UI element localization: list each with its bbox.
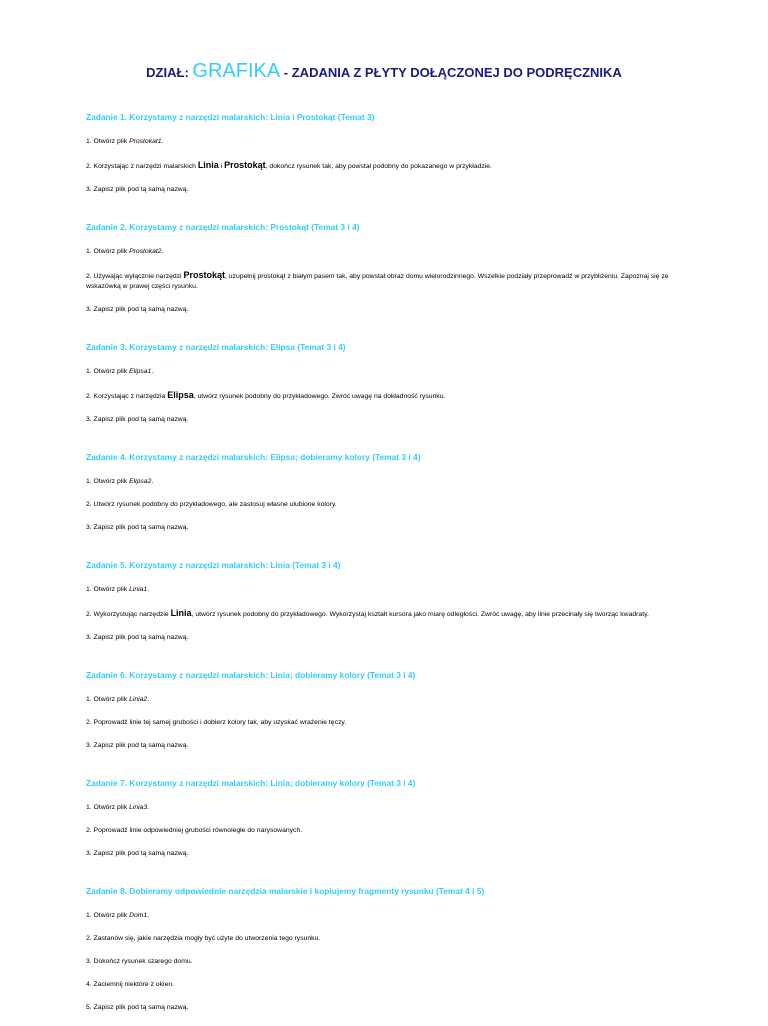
task-step: 2. Wykorzystując narzędzie Linia, utwórz rysunek podobny do przykładowego. Wykorzystaj kształt kursora jako miarę odległości. Zwróć uwagę, aby linie przecinały się tworząc kwadraty. bbox=[86, 608, 649, 618]
task-step: 2. Poprowadź linie tej samej grubości i dobierz kolory tak, aby uzyskać wrażenie tęczy. bbox=[86, 719, 347, 726]
task-step: 3. Zapisz plik pod tą samą nazwą. bbox=[86, 742, 189, 749]
task-step: 2. Zastanów się, jakie narzędzia mogły być użyte do utworzenia tego rysunku. bbox=[86, 935, 321, 942]
tool-name: Elipsa bbox=[167, 390, 194, 400]
tool-name: Linia bbox=[170, 608, 192, 618]
task-1 bbox=[86, 112, 696, 195]
task-title: Zadanie 6. Korzystamy z narzędzi malarskich: Linia; dobieramy kolory (Temat 3 i 4) bbox=[86, 670, 416, 680]
task-step: 2. Utwórz rysunek podobny do przykładowego, ale zastosuj własne ulubione kolory. bbox=[86, 501, 337, 508]
task-title: Zadanie 4. Korzystamy z narzędzi malarskich: Elipsa; dobieramy kolory (Temat 3 i 4) bbox=[86, 452, 421, 462]
task-list bbox=[86, 112, 696, 1026]
task-title: Zadanie 3. Korzystamy z narzędzi malarskich: Elipsa (Temat 3 i 4) bbox=[86, 342, 346, 352]
task-step: 1. Otwórz plik Elipsa1. bbox=[86, 368, 154, 375]
file-name: Prostokat1 bbox=[129, 138, 162, 145]
task-step: 1. Otwórz plik Linia2. bbox=[86, 696, 150, 703]
page-title-highlight: GRAFIKA bbox=[192, 60, 281, 82]
task-step: 3. Zapisz plik pod tą samą nazwą. bbox=[86, 850, 189, 857]
task-step: 1. Otwórz plik Prostokat1. bbox=[86, 138, 164, 145]
task-6 bbox=[86, 670, 696, 751]
task-title: Zadanie 7. Korzystamy z narzędzi malarskich: Linia; dobieramy kolory (Temat 3 i 4) bbox=[86, 778, 416, 788]
task-step: 3. Zapisz plik pod tą samą nazwą. bbox=[86, 634, 189, 641]
task-step: 4. Zaciemnij niektóre z okien. bbox=[86, 981, 175, 988]
tool-name: Prostokąt bbox=[224, 160, 266, 170]
tool-name: Prostokąt bbox=[183, 270, 225, 280]
task-step: 3. Zapisz plik pod tą samą nazwą. bbox=[86, 416, 189, 423]
task-step: 1. Otwórz plik Elipsa2. bbox=[86, 478, 154, 485]
file-name: Linia1 bbox=[129, 586, 148, 593]
task-step: 3. Zapisz plik pod tą samą nazwą. bbox=[86, 306, 189, 313]
file-name: Elipsa2 bbox=[129, 478, 152, 485]
task-title: Zadanie 5. Korzystamy z narzędzi malarskich: Linia (Temat 3 i 4) bbox=[86, 560, 341, 570]
task-step: 3. Zapisz plik pod tą samą nazwą. bbox=[86, 186, 189, 193]
task-title: Zadanie 8. Dobieramy odpowiednie narzędzia malarskie i kopiujemy fragmenty rysunku (Temat 4 i 5) bbox=[86, 886, 485, 896]
file-name: Dom1 bbox=[129, 912, 148, 919]
page-title bbox=[0, 60, 768, 83]
task-2 bbox=[86, 222, 696, 315]
task-step: 2. Korzystając z narzędzi malarskich Linia i Prostokąt, dokończ rysunek tak, aby powstał podobny do pokazanego w przykładzie. bbox=[86, 160, 492, 170]
task-step: 1. Otwórz plik Linia3. bbox=[86, 804, 150, 811]
file-name: Linia2 bbox=[129, 696, 148, 703]
task-title: Zadanie 2. Korzystamy z narzędzi malarskich: Prostokąt (Temat 3 i 4) bbox=[86, 222, 360, 232]
task-step: 2. Korzystając z narzędzia Elipsa, utwórz rysunek podobny do przykładowego. Zwróć uwagę na dokładność rysunku. bbox=[86, 390, 446, 400]
file-name: Prostokat2 bbox=[129, 248, 162, 255]
task-step: 3. Zapisz plik pod tą samą nazwą. bbox=[86, 524, 189, 531]
task-step: 2. Poprowadź linie odpowiedniej grubości równoległe do narysowanych. bbox=[86, 827, 303, 834]
file-name: Elipsa1 bbox=[129, 368, 152, 375]
page-title-prefix: DZIAŁ: bbox=[146, 65, 193, 80]
page-title-suffix: - ZADANIA Z PŁYTY DOŁĄCZONEJ DO PODRĘCZNIKA bbox=[280, 65, 622, 80]
task-3 bbox=[86, 342, 696, 425]
task-step: 1. Otwórz plik Prostokat2. bbox=[86, 248, 164, 255]
tool-name: Linia bbox=[197, 160, 219, 170]
task-step: 2. Używając wyłącznie narzędzi Prostokąt, uzupełnij prostokąt z białym pasem tak, aby powstał obraz domu wielorodzinnego. Wszelkie podziały przeprowadź w przybliżeniu. Zapoznaj się ze wskazówką w prawej części rysunku. bbox=[86, 270, 669, 290]
task-step: 3. Dokończ rysunek szarego domu. bbox=[86, 958, 193, 965]
task-title: Zadanie 1. Korzystamy z narzędzi malarskich: Linia i Prostokąt (Temat 3) bbox=[86, 112, 375, 122]
task-5 bbox=[86, 560, 696, 643]
task-4 bbox=[86, 452, 696, 533]
task-7 bbox=[86, 778, 696, 859]
file-name: Linia3 bbox=[129, 804, 148, 811]
task-step: 1. Otwórz plik Linia1. bbox=[86, 586, 150, 593]
task-step: 1. Otwórz plik Dom1. bbox=[86, 912, 150, 919]
task-step: 5. Zapisz plik pod tą samą nazwą. bbox=[86, 1004, 189, 1011]
